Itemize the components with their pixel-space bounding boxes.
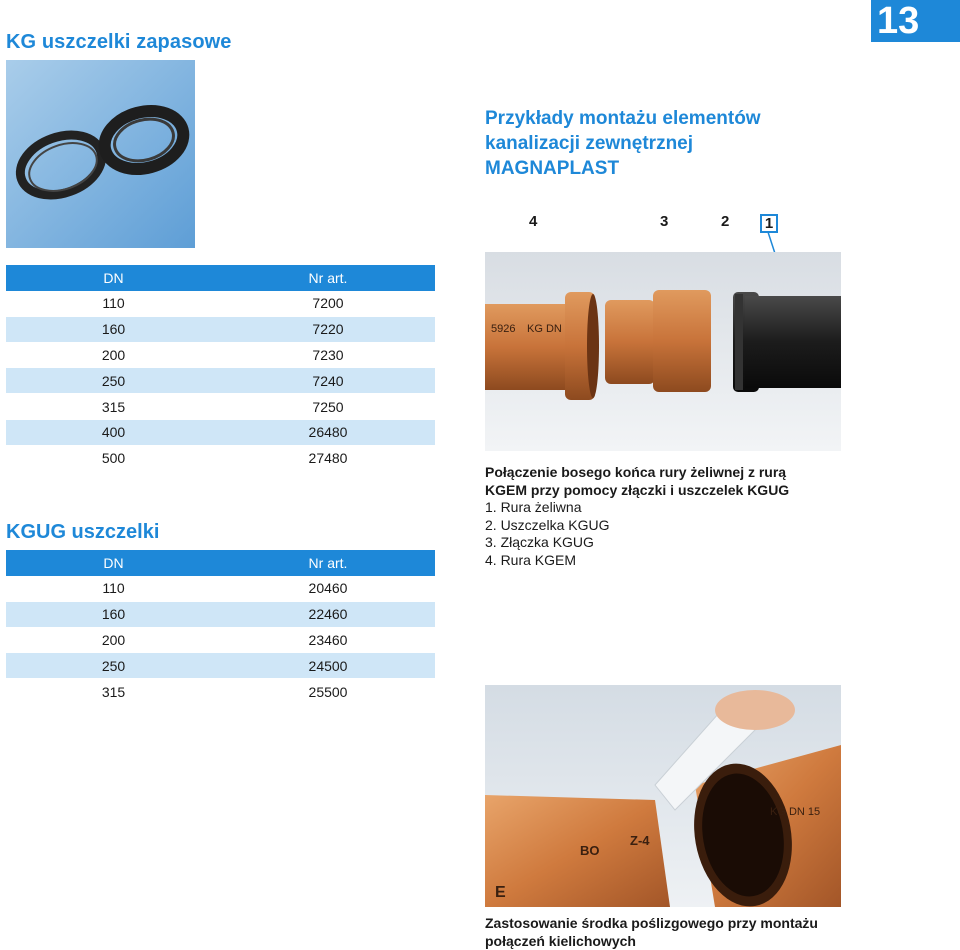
kg-seals-table (6, 265, 435, 472)
table-row (6, 394, 435, 420)
pipe-connection-caption (485, 464, 789, 569)
cell-art: 7220 (221, 316, 435, 342)
caption-line: połączeń kielichowych (485, 933, 818, 950)
seals-photo (6, 60, 195, 248)
pipe-connection-photo (485, 252, 841, 451)
caption-line: 4. Rura KGEM (485, 552, 789, 570)
table-header-dn: DN (6, 550, 221, 576)
table-header-art: Nr art. (221, 265, 435, 291)
marker-4: 4 (529, 213, 537, 230)
section-heading (485, 106, 761, 181)
table-header-art: Nr art. (221, 550, 435, 576)
svg-text:BO: BO (580, 843, 600, 858)
table-row (6, 653, 435, 679)
table-row (6, 368, 435, 394)
page-number-badge: 13 (871, 0, 960, 42)
cell-dn: 315 (6, 394, 221, 420)
svg-text:KG DN: KG DN (527, 323, 562, 335)
table-row (6, 291, 435, 316)
cell-art: 27480 (221, 445, 435, 471)
cell-art: 25500 (221, 679, 435, 705)
table-row (6, 316, 435, 342)
cell-art: 22460 (221, 601, 435, 627)
section-heading-line: kanalizacji zewnętrznej (485, 131, 761, 156)
caption-line: 2. Uszczelka KGUG (485, 517, 789, 535)
marker-2: 2 (721, 213, 729, 230)
cell-dn: 200 (6, 627, 221, 653)
marker-1: 1 (760, 214, 778, 233)
marker-3: 3 (660, 213, 668, 230)
cell-dn: 110 (6, 291, 221, 316)
kgug-title: KGUG uszczelki (6, 521, 159, 544)
caption-line: Połączenie bosego końca rury żeliwnej z rurą (485, 464, 789, 482)
lubricant-photo (485, 685, 841, 907)
cell-dn: 110 (6, 576, 221, 601)
cell-art: 7250 (221, 394, 435, 420)
table-row (6, 601, 435, 627)
table-row (6, 445, 435, 471)
caption-line: Zastosowanie środka poślizgowego przy montażu (485, 915, 818, 933)
table-row (6, 679, 435, 705)
svg-text:5926: 5926 (491, 323, 515, 335)
caption-line: 1. Rura żeliwna (485, 499, 789, 517)
page-title: KG uszczelki zapasowe (6, 31, 232, 54)
lubricant-caption (485, 915, 818, 950)
cell-dn: 250 (6, 653, 221, 679)
cell-art: 23460 (221, 627, 435, 653)
cell-art: 26480 (221, 419, 435, 445)
cell-art: 7230 (221, 342, 435, 368)
cell-art: 24500 (221, 653, 435, 679)
table-header-dn: DN (6, 265, 221, 291)
caption-line: KGEM przy pomocy złączki i uszczelek KGUG (485, 482, 789, 500)
cell-art: 20460 (221, 576, 435, 601)
cell-dn: 160 (6, 316, 221, 342)
table-row (6, 576, 435, 601)
cell-dn: 160 (6, 601, 221, 627)
table-row (6, 419, 435, 445)
svg-text:E: E (495, 884, 506, 901)
section-heading-line: Przykłady montażu elementów (485, 106, 761, 131)
cell-dn: 200 (6, 342, 221, 368)
cell-art: 7240 (221, 368, 435, 394)
cell-dn: 250 (6, 368, 221, 394)
cell-dn: 500 (6, 445, 221, 471)
svg-text:KG DN 15: KG DN 15 (770, 806, 820, 818)
caption-line: 3. Złączka KGUG (485, 534, 789, 552)
section-heading-line: MAGNAPLAST (485, 156, 761, 181)
svg-text:Z-4: Z-4 (630, 833, 650, 848)
table-row (6, 342, 435, 368)
cell-dn: 315 (6, 679, 221, 705)
cell-art: 7200 (221, 291, 435, 316)
kgug-seals-table (6, 550, 435, 705)
table-row (6, 627, 435, 653)
cell-dn: 400 (6, 419, 221, 445)
